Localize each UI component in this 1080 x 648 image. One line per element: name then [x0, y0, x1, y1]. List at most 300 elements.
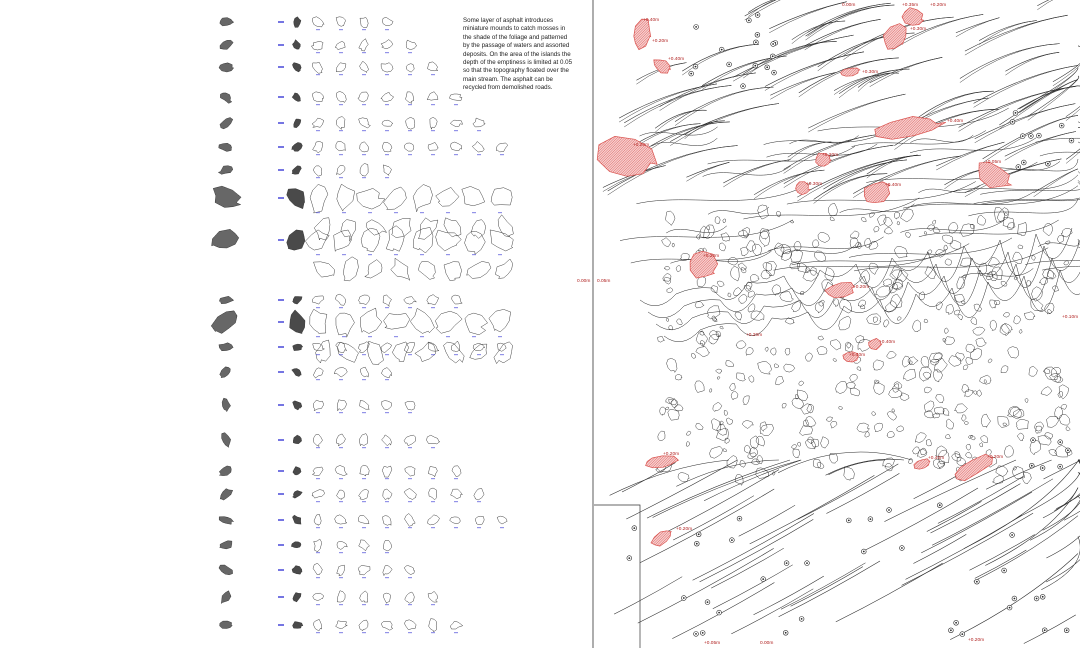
stone-outline-icon	[406, 64, 414, 72]
outline-index-mark	[431, 354, 435, 355]
outline-index-mark	[477, 154, 481, 155]
stone-outline-icon	[452, 466, 461, 477]
outline-index-mark	[408, 478, 412, 479]
outline-index-mark	[362, 29, 366, 30]
outline-index-mark	[431, 74, 435, 75]
stone-outline-icon	[494, 342, 513, 364]
outline-index-mark	[385, 527, 389, 528]
row-index-mark	[278, 519, 284, 521]
stone-specimen-icon	[221, 591, 231, 604]
outline-index-mark	[362, 379, 366, 380]
outline-index-mark	[362, 130, 366, 131]
outline-index-mark	[431, 478, 435, 479]
stone-outline-icon	[473, 118, 485, 127]
row-index-mark	[278, 371, 284, 373]
row-index-mark	[278, 569, 284, 571]
bollard-core	[628, 557, 630, 559]
stone-outline-icon	[427, 435, 440, 444]
stone-outline-icon	[334, 368, 347, 378]
stone-outline-icon	[314, 539, 322, 552]
stone-outline-icon	[336, 63, 346, 72]
outline-index-mark	[408, 154, 412, 155]
elevation-label: 0.00m	[842, 3, 856, 8]
outline-index-mark	[339, 412, 343, 413]
bollard-core	[870, 518, 872, 520]
topographic-plan	[594, 0, 1080, 648]
outline-index-mark	[339, 177, 343, 178]
outline-index-mark	[316, 104, 320, 105]
stone-outline-icon	[418, 261, 435, 279]
stone-outline-icon	[311, 41, 323, 50]
bollard-core	[801, 618, 803, 620]
outline-index-mark	[454, 527, 458, 528]
row-index-mark	[278, 439, 284, 441]
stone-specimen-icon	[292, 515, 301, 524]
stone-outline-icon	[336, 17, 346, 27]
stone-outline-icon	[450, 621, 462, 629]
stone-outline-icon	[336, 91, 346, 102]
elevation-label: +0.30m	[910, 27, 927, 32]
stone-outline-icon	[337, 565, 345, 576]
stone-outline-icon	[313, 593, 324, 600]
row-index-mark	[278, 493, 284, 495]
stone-outline-icon	[381, 621, 393, 630]
bollard-core	[757, 14, 759, 16]
outline-index-mark	[368, 254, 372, 255]
outline-index-mark	[339, 130, 343, 131]
elevation-label: +0.30m	[862, 70, 879, 75]
stone-outline-icon	[344, 257, 359, 281]
stone-specimen-icon	[292, 63, 301, 72]
outline-index-mark	[362, 354, 366, 355]
outline-index-mark	[316, 29, 320, 30]
bollard-core	[683, 597, 685, 599]
stone-specimen-icon	[222, 398, 231, 412]
outline-index-mark	[368, 336, 372, 337]
bollard-core	[901, 547, 903, 549]
stone-outline-icon	[429, 488, 437, 500]
outline-index-mark	[362, 447, 366, 448]
bollard-core	[773, 72, 775, 74]
outline-index-mark	[446, 336, 450, 337]
outline-index-mark	[316, 527, 320, 528]
stone-outline-icon	[359, 39, 369, 51]
stone-outline-icon	[383, 489, 392, 500]
stone-outline-icon	[313, 62, 323, 73]
outline-index-mark	[385, 412, 389, 413]
outline-index-mark	[339, 478, 343, 479]
stone-outline-icon	[358, 92, 368, 102]
stone-outline-icon	[365, 260, 382, 279]
stone-outline-icon	[336, 142, 345, 151]
stone-specimen-icon	[222, 433, 231, 448]
bollard-core	[695, 66, 697, 68]
bollard-core	[1003, 570, 1005, 572]
outline-index-mark	[342, 212, 346, 213]
row-index-mark	[278, 299, 284, 301]
bollard-core	[755, 41, 757, 43]
outline-index-mark	[316, 212, 320, 213]
outline-index-mark	[472, 254, 476, 255]
outline-index-mark	[339, 307, 343, 308]
bollard-core	[739, 518, 741, 520]
bollard-core	[707, 601, 709, 603]
outline-index-mark	[477, 354, 481, 355]
stone-outline-icon	[382, 435, 392, 446]
stone-outline-icon	[382, 142, 392, 152]
stone-outline-icon	[436, 187, 459, 206]
stone-outline-icon	[462, 186, 485, 205]
outline-index-mark	[368, 212, 372, 213]
stone-outline-icon	[312, 467, 323, 476]
outline-index-mark	[316, 632, 320, 633]
stone-catalogue	[211, 17, 513, 634]
outline-index-mark	[339, 501, 343, 502]
stone-outline-icon	[335, 294, 345, 305]
outline-index-mark	[362, 632, 366, 633]
elevation-label: +0.20m	[746, 333, 763, 338]
stone-specimen-icon	[219, 143, 232, 151]
bollard-core	[1012, 121, 1014, 123]
outline-index-mark	[500, 527, 504, 528]
bollard-core	[1059, 466, 1061, 468]
outline-index-mark	[454, 478, 458, 479]
stone-outline-icon	[313, 368, 323, 378]
stone-outline-icon	[358, 515, 369, 523]
outline-index-mark	[362, 52, 366, 53]
outline-index-mark	[431, 632, 435, 633]
stone-specimen-icon	[220, 93, 232, 104]
stone-outline-icon	[313, 296, 324, 304]
stone-outline-icon	[427, 92, 438, 101]
outline-index-mark	[385, 52, 389, 53]
elevation-label: +0.20m	[987, 455, 1004, 460]
bollard-core	[1017, 166, 1019, 168]
stone-outline-icon	[313, 166, 322, 176]
stone-outline-icon	[360, 18, 368, 28]
stone-outline-icon	[383, 165, 391, 176]
bollard-core	[1042, 467, 1044, 469]
stone-specimen-icon	[220, 18, 234, 26]
stone-outline-icon	[337, 184, 355, 211]
outline-index-mark	[498, 336, 502, 337]
row-index-mark	[278, 470, 284, 472]
outline-index-mark	[472, 336, 476, 337]
stone-specimen-icon	[293, 467, 301, 475]
stone-specimen-icon	[291, 542, 301, 548]
stone-outline-icon	[404, 297, 417, 305]
bollard-core	[1022, 135, 1024, 137]
outline-index-mark	[339, 527, 343, 528]
stone-specimen-icon	[220, 541, 232, 549]
outline-index-mark	[339, 577, 343, 578]
stone-outline-icon	[358, 565, 370, 575]
outline-index-mark	[477, 527, 481, 528]
elevation-label: +0.40m	[849, 353, 866, 358]
outline-index-mark	[454, 501, 458, 502]
stone-specimen-icon	[292, 166, 302, 175]
bollard-core	[633, 527, 635, 529]
stone-specimen-icon	[219, 517, 233, 525]
outline-index-mark	[362, 177, 366, 178]
stone-outline-icon	[382, 466, 392, 477]
stone-outline-icon	[496, 143, 507, 152]
elevation-label: +0.20m	[853, 285, 870, 290]
stone-outline-icon	[367, 341, 383, 364]
stone-outline-icon	[357, 188, 385, 209]
outline-index-mark	[431, 527, 435, 528]
outline-index-mark	[339, 604, 343, 605]
outline-index-mark	[408, 447, 412, 448]
elevation-label: +0.40m	[885, 183, 902, 188]
stone-outline-icon	[410, 308, 434, 333]
outline-index-mark	[385, 604, 389, 605]
stone-outline-icon	[359, 620, 368, 631]
bollard-core	[1011, 534, 1013, 536]
bollard-core	[1071, 140, 1073, 142]
bollard-core	[1066, 629, 1068, 631]
outline-index-mark	[500, 154, 504, 155]
outline-index-mark	[446, 212, 450, 213]
outline-index-mark	[408, 527, 412, 528]
outline-index-mark	[362, 307, 366, 308]
outline-index-mark	[362, 154, 366, 155]
stone-outline-icon	[360, 308, 382, 333]
stone-specimen-icon	[293, 435, 301, 444]
stone-specimen-icon	[293, 344, 303, 351]
row-index-mark	[278, 544, 284, 546]
outline-index-mark	[408, 52, 412, 53]
row-index-mark	[278, 21, 284, 23]
stone-outline-icon	[476, 516, 485, 525]
outline-index-mark	[339, 52, 343, 53]
outline-index-mark	[385, 177, 389, 178]
stone-outline-icon	[336, 117, 345, 130]
bollard-core	[1067, 449, 1069, 451]
elevation-label: +0.20m	[703, 254, 720, 259]
stone-outline-icon	[404, 488, 416, 499]
outline-index-mark	[431, 501, 435, 502]
row-index-mark	[278, 624, 284, 626]
outline-index-mark	[454, 154, 458, 155]
outline-index-mark	[431, 604, 435, 605]
outline-index-mark	[408, 354, 412, 355]
outline-index-mark	[339, 104, 343, 105]
outline-index-mark	[316, 74, 320, 75]
bollard-core	[1042, 596, 1044, 598]
stone-outline-icon	[335, 465, 347, 475]
stone-outline-icon	[382, 120, 393, 126]
stone-outline-icon	[359, 489, 369, 499]
stone-specimen-icon	[294, 17, 301, 28]
bollard-core	[702, 632, 704, 634]
stone-outline-icon	[490, 230, 513, 251]
outline-index-mark	[420, 254, 424, 255]
stone-outline-icon	[336, 434, 345, 446]
stone-outline-icon	[310, 309, 327, 333]
elevation-label: +0.05m	[985, 160, 1002, 165]
stone-outline-icon	[404, 565, 414, 574]
outline-index-mark	[408, 104, 412, 105]
stone-outline-icon	[428, 142, 438, 150]
bollard-core	[888, 509, 890, 511]
bollard-core	[848, 520, 850, 522]
stone-outline-icon	[451, 341, 459, 352]
elevation-label: 0.00m	[760, 641, 774, 646]
row-index-mark	[278, 122, 284, 124]
outline-index-mark	[339, 552, 343, 553]
stone-outline-icon	[451, 489, 463, 499]
stone-outline-icon	[471, 220, 486, 239]
outline-index-mark	[408, 74, 412, 75]
stone-outline-icon	[313, 343, 325, 350]
elevation-label: +0.20m	[968, 638, 985, 643]
outline-index-mark	[446, 254, 450, 255]
bollard-core	[950, 629, 952, 631]
outline-index-mark	[339, 29, 343, 30]
outline-index-mark	[316, 52, 320, 53]
outline-index-mark	[498, 254, 502, 255]
stone-outline-icon	[473, 344, 485, 351]
stone-outline-icon	[359, 540, 370, 551]
stone-outline-icon	[337, 591, 345, 602]
description-text: Some layer of asphalt introduces miniature mounds to catch mosses in the shade of the foliage and patterned by the passage of waters and assorted deposits. On the area of the islands the depth of the emptiness is limited at 0.05 so that the topography floated over the main stream. The asphalt can be recycled from demolished roads.	[463, 17, 573, 92]
outline-index-mark	[362, 104, 366, 105]
stone-specimen-icon	[294, 119, 301, 128]
stone-outline-icon	[359, 295, 370, 305]
bollard-core	[742, 85, 744, 87]
outline-index-mark	[316, 307, 320, 308]
row-index-mark	[278, 239, 284, 241]
outline-index-mark	[385, 501, 389, 502]
stone-outline-icon	[418, 218, 438, 240]
bollard-core	[863, 551, 865, 553]
stone-specimen-icon	[211, 311, 237, 334]
elevation-label: +0.20m	[663, 452, 680, 457]
stone-outline-icon	[467, 261, 491, 278]
bollard-core	[939, 504, 941, 506]
outline-index-mark	[316, 501, 320, 502]
stone-outline-icon	[405, 401, 415, 410]
stone-specimen-icon	[290, 310, 305, 334]
outline-index-mark	[385, 130, 389, 131]
stone-outline-icon	[384, 187, 407, 210]
bollard-core	[690, 73, 692, 75]
stone-outline-icon	[383, 516, 391, 526]
stone-outline-icon	[404, 620, 416, 630]
stone-outline-icon	[404, 342, 414, 352]
stone-outline-icon	[391, 258, 410, 280]
elevation-label: +0.20m	[652, 39, 669, 44]
outline-index-mark	[420, 336, 424, 337]
stone-outline-icon	[337, 165, 346, 174]
bollard-core	[695, 26, 697, 28]
bollard-core	[1061, 125, 1063, 127]
stone-outline-icon	[427, 295, 439, 305]
outline-index-mark	[362, 552, 366, 553]
stone-outline-icon	[381, 40, 393, 49]
stone-outline-icon	[451, 142, 462, 151]
stone-outline-icon	[314, 514, 321, 525]
stone-outline-icon	[435, 311, 462, 333]
bollard-core	[698, 533, 700, 535]
stone-specimen-icon	[218, 166, 233, 175]
bollard-core	[976, 581, 978, 583]
outline-index-mark	[454, 104, 458, 105]
outline-index-mark	[362, 412, 366, 413]
elevation-label: 0.05m	[597, 279, 611, 284]
stone-outline-icon	[336, 342, 347, 353]
outline-index-mark	[362, 478, 366, 479]
bollard-core	[766, 66, 768, 68]
stone-outline-icon	[450, 517, 461, 524]
outline-index-mark	[316, 177, 320, 178]
stone-outline-icon	[359, 118, 371, 128]
stone-outline-icon	[405, 592, 415, 603]
stone-specimen-icon	[292, 40, 300, 50]
stone-outline-icon	[406, 117, 415, 129]
outline-index-mark	[394, 212, 398, 213]
stone-specimen-icon	[219, 296, 233, 304]
outline-index-mark	[339, 354, 343, 355]
outline-index-mark	[362, 74, 366, 75]
outline-index-mark	[316, 412, 320, 413]
stone-outline-icon	[444, 218, 461, 237]
stone-outline-icon	[382, 401, 392, 410]
bollard-core	[728, 64, 730, 66]
elevation-label: +0.20m	[822, 153, 839, 158]
stone-outline-icon	[428, 591, 438, 602]
stone-outline-icon	[381, 92, 394, 101]
stone-outline-icon	[360, 434, 368, 446]
stone-specimen-icon	[220, 367, 231, 378]
stone-outline-icon	[430, 117, 437, 129]
outline-index-mark	[385, 154, 389, 155]
stone-outline-icon	[383, 540, 391, 551]
bollard-core	[772, 43, 774, 45]
bollard-core	[1023, 162, 1025, 164]
outline-index-mark	[385, 447, 389, 448]
stone-outline-icon	[337, 490, 345, 499]
stone-outline-icon	[360, 142, 369, 152]
outline-index-mark	[385, 104, 389, 105]
outline-index-mark	[385, 552, 389, 553]
outline-index-mark	[408, 307, 412, 308]
row-index-mark	[278, 169, 284, 171]
stone-specimen-icon	[287, 189, 305, 209]
outline-index-mark	[454, 130, 458, 131]
bollard-core	[1030, 135, 1032, 137]
bollard-core	[757, 34, 759, 36]
bollard-core	[731, 539, 733, 541]
outline-index-mark	[316, 577, 320, 578]
outline-index-mark	[339, 632, 343, 633]
row-index-mark	[278, 197, 284, 199]
bollard-core	[772, 55, 774, 57]
row-index-mark	[278, 146, 284, 148]
stone-outline-icon	[415, 342, 435, 361]
outline-index-mark	[342, 254, 346, 255]
stone-specimen-icon	[220, 621, 233, 629]
bollard-core	[1036, 598, 1038, 600]
stone-specimen-icon	[213, 186, 241, 207]
outline-index-mark	[385, 29, 389, 30]
bollard-core	[1047, 163, 1049, 165]
stone-outline-icon	[313, 400, 323, 411]
stone-specimen-icon	[219, 343, 233, 351]
row-index-mark	[278, 44, 284, 46]
stone-outline-icon	[335, 515, 347, 524]
